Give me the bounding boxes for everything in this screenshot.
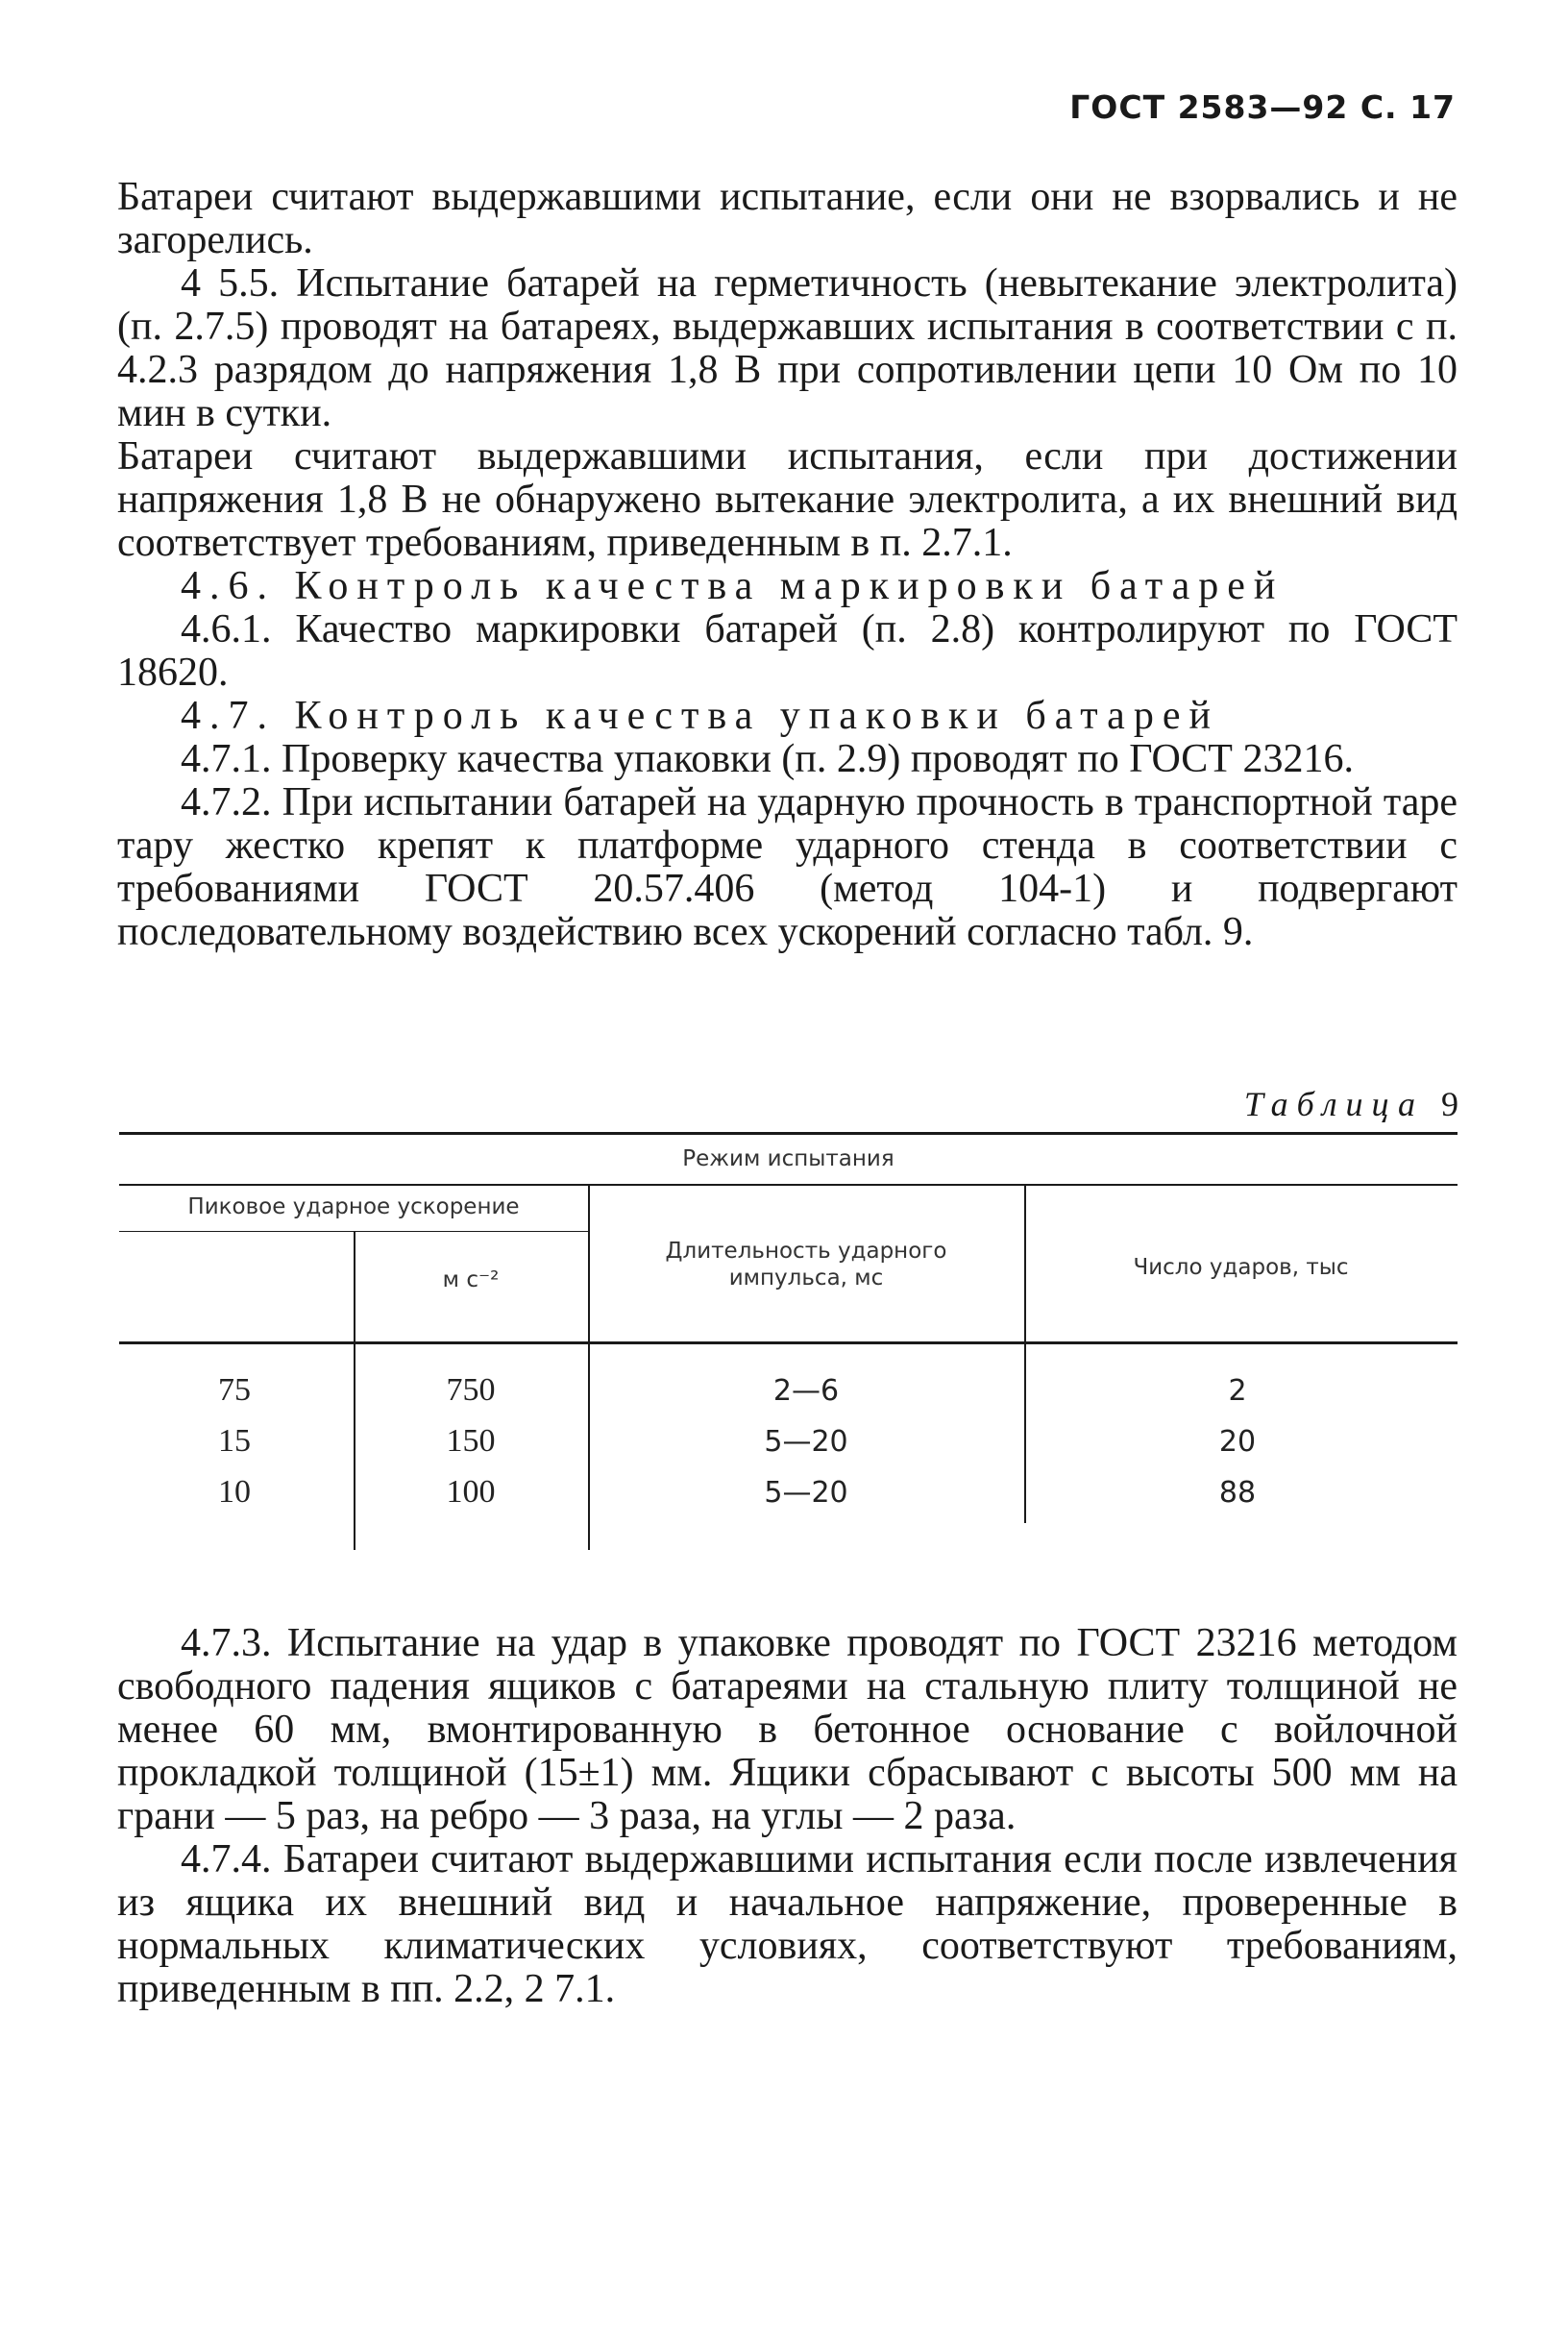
table-group-rule — [119, 1184, 1458, 1186]
paragraph: 4.7.2. При испытании батарей на ударную прочность в транспортной таре тару жестко крепят к платформе ударного стенда в соответствии с требованиями ГОСТ 20.57.406 (метод 104-1) и подвергают последовательному воздействию всех ускорений согласно табл. 9. — [117, 780, 1458, 954]
table-cell: 75 — [218, 1372, 251, 1408]
table-cell: 2 — [1228, 1374, 1247, 1408]
table-cell: 15 — [218, 1423, 251, 1459]
table-vline-2 — [588, 1186, 590, 1550]
table-cell: 88 — [1218, 1476, 1257, 1510]
table-9 — [119, 1132, 1458, 1550]
table-cell: 5—20 — [764, 1425, 848, 1459]
table-vline-3b — [1024, 1344, 1026, 1523]
table-group-header: Режим испытания — [682, 1146, 894, 1171]
paragraph: 4.6. Контроль качества маркировки батарей — [181, 564, 1285, 608]
table-cell: 5—20 — [764, 1476, 848, 1510]
paragraph: 4.7. Контроль качества упаковки батарей — [181, 694, 1219, 738]
table-cell: 750 — [446, 1372, 496, 1408]
table-cell: 10 — [218, 1474, 251, 1510]
table-cell: 20 — [1218, 1425, 1257, 1459]
text-block-top — [117, 176, 1458, 954]
paragraph: 4.6.1. Качество маркировки батарей (п. 2.8) контролируют по ГОСТ 18620. — [117, 607, 1458, 695]
table-caption — [1244, 1084, 1458, 1124]
table-cell: 150 — [446, 1423, 496, 1459]
paragraph: 4.7.3. Испытание на удар в упаковке проводят по ГОСТ 23216 методом свободного падения ящиков с батареями на стальную плиту толщиной не менее 60 мм, вмонтированную в бетонное основание с войлочной прокладкой толщиной (15±1) мм. Ящики сбрасывают с высоты 500 мм на грани — 5 раз, на ребро — 3 раза, на углы — 2 раза. — [117, 1621, 1458, 1838]
table-col3-header: Число ударов, тыс — [1133, 1255, 1349, 1280]
table-caption-number: 9 — [1441, 1085, 1458, 1123]
table-cell: 2—6 — [772, 1374, 840, 1408]
table-top-rule — [119, 1132, 1458, 1135]
table-caption-word: Таблица — [1243, 1085, 1424, 1123]
paragraph: Батареи считают выдержавшими испытания, если при достижении напряжения 1,8 В не обнаружено вытекание электролита, а их внешний вид соответствует требованиям, приведенным в п. 2.7.1. — [117, 434, 1458, 565]
paragraph: 4.7.1. Проверку качества упаковки (п. 2.9) проводят по ГОСТ 23216. — [181, 737, 1354, 781]
paragraph: 4 5.5. Испытание батарей на герметичность (невытекание электролита) (п. 2.7.5) проводят на батареях, выдержавших испытания в соответствии с п. 4.2.3 разрядом до напряжения 1,8 В при сопротивлении цепи 10 Ом по 10 мин в сутки. — [117, 261, 1458, 435]
table-cell: 100 — [446, 1474, 496, 1510]
table-col1-header: Пиковое ударное ускорение — [187, 1194, 520, 1219]
text-block-bottom — [117, 1622, 1458, 2011]
paragraph: Батареи считают выдержавшими испытание, если они не взорвались и не загорелись. — [117, 175, 1458, 262]
paragraph: 4.7.4. Батареи считают выдержавшими испытания если после извлечения из ящика их внешний вид и начальное напряжение, проверенные в нормальных климатических условиях, соответствуют требованиям, приведенным в пп. 2.2, 2 7.1. — [117, 1837, 1458, 2011]
table-col1-sub-right: м с⁻² — [442, 1267, 500, 1292]
table-header-rule — [119, 1341, 1458, 1344]
page-header: ГОСТ 2583—92 С. 17 — [1069, 88, 1456, 126]
table-col2-header: Длительность ударного импульса, мс — [665, 1239, 947, 1291]
